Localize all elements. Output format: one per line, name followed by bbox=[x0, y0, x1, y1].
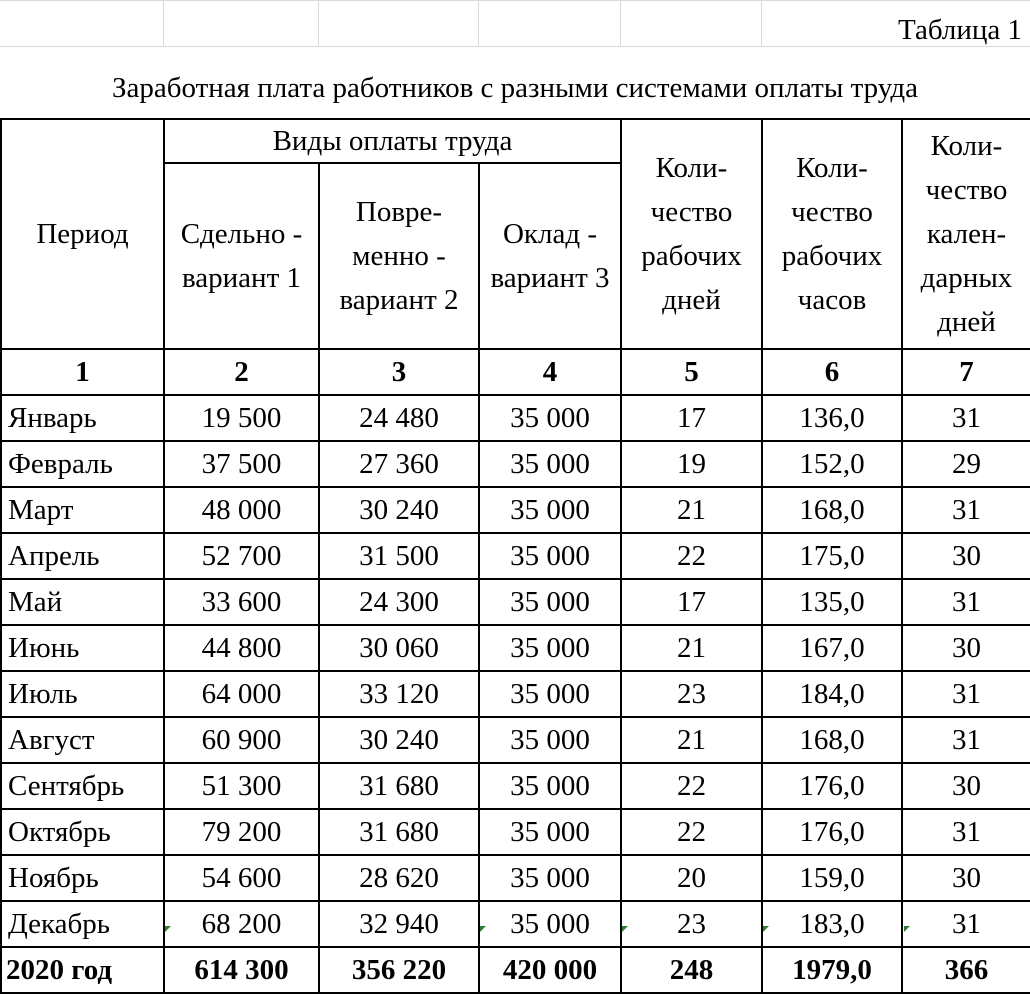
working-hours-cell[interactable]: 183,0 bbox=[762, 901, 902, 947]
error-indicator-icon bbox=[165, 926, 171, 932]
table-row bbox=[1, 441, 1030, 487]
time-based-cell[interactable]: 28 620 bbox=[319, 855, 479, 901]
period-cell[interactable]: Ноябрь bbox=[1, 855, 164, 901]
working-hours-cell[interactable]: 168,0 bbox=[762, 487, 902, 533]
gridline bbox=[620, 0, 621, 46]
time-based-cell[interactable]: 24 300 bbox=[319, 579, 479, 625]
piecework-cell[interactable]: 44 800 bbox=[164, 625, 319, 671]
working-days-cell[interactable]: 22 bbox=[621, 533, 762, 579]
time-based-cell[interactable]: 32 940 bbox=[319, 901, 479, 947]
header-working-days[interactable]: Коли- чество рабочих дней bbox=[621, 119, 762, 349]
piecework-cell[interactable]: 37 500 bbox=[164, 441, 319, 487]
calendar-days-cell[interactable]: 30 bbox=[902, 625, 1030, 671]
total-time-based-cell[interactable]: 356 220 bbox=[319, 947, 479, 993]
calendar-days-cell[interactable]: 31 bbox=[902, 901, 1030, 947]
working-hours-cell[interactable]: 167,0 bbox=[762, 625, 902, 671]
salary-cell[interactable]: 35 000 bbox=[479, 395, 621, 441]
error-indicator-icon bbox=[480, 926, 486, 932]
period-cell[interactable]: Февраль bbox=[1, 441, 164, 487]
working-hours-cell[interactable]: 175,0 bbox=[762, 533, 902, 579]
calendar-days-cell[interactable]: 30 bbox=[902, 533, 1030, 579]
table-row bbox=[1, 855, 1030, 901]
error-indicator-icon bbox=[763, 926, 769, 932]
working-hours-cell[interactable]: 184,0 bbox=[762, 671, 902, 717]
header-calendar-days[interactable]: Коли- чество кален- дарных дней bbox=[902, 119, 1030, 349]
gridline bbox=[478, 0, 479, 46]
salary-cell[interactable]: 35 000 bbox=[479, 763, 621, 809]
piecework-cell[interactable]: 64 000 bbox=[164, 671, 319, 717]
table-row bbox=[1, 625, 1030, 671]
gridline bbox=[761, 0, 762, 46]
total-calendar-days-cell[interactable]: 366 bbox=[902, 947, 1030, 993]
calendar-days-cell[interactable]: 31 bbox=[902, 671, 1030, 717]
column-number[interactable]: 3 bbox=[319, 349, 479, 395]
table-row bbox=[1, 809, 1030, 855]
working-days-cell[interactable]: 23 bbox=[621, 671, 762, 717]
error-indicator-icon bbox=[904, 926, 910, 932]
column-number[interactable]: 5 bbox=[621, 349, 762, 395]
calendar-days-cell[interactable]: 30 bbox=[902, 763, 1030, 809]
table-row bbox=[1, 579, 1030, 625]
gridline bbox=[0, 0, 1030, 1]
total-piecework-cell[interactable]: 614 300 bbox=[164, 947, 319, 993]
total-period-cell[interactable]: 2020 год bbox=[1, 947, 164, 993]
salary-table bbox=[0, 118, 1030, 994]
table-row bbox=[1, 671, 1030, 717]
time-based-cell[interactable]: 33 120 bbox=[319, 671, 479, 717]
working-hours-cell[interactable]: 159,0 bbox=[762, 855, 902, 901]
header-salary[interactable]: Оклад - вариант 3 bbox=[479, 163, 621, 349]
piecework-cell[interactable]: 54 600 bbox=[164, 855, 319, 901]
period-cell[interactable]: Апрель bbox=[1, 533, 164, 579]
table-row bbox=[1, 487, 1030, 533]
header-time-based[interactable]: Повре- менно - вариант 2 bbox=[319, 163, 479, 349]
salary-cell[interactable]: 35 000 bbox=[479, 855, 621, 901]
period-cell[interactable]: Март bbox=[1, 487, 164, 533]
working-hours-cell[interactable]: 135,0 bbox=[762, 579, 902, 625]
working-days-cell[interactable]: 23 bbox=[621, 901, 762, 947]
piecework-cell[interactable]: 51 300 bbox=[164, 763, 319, 809]
data-rows bbox=[1, 395, 1030, 947]
time-based-cell[interactable]: 30 060 bbox=[319, 625, 479, 671]
table-row bbox=[1, 763, 1030, 809]
period-cell[interactable]: Май bbox=[1, 579, 164, 625]
period-cell[interactable]: Январь bbox=[1, 395, 164, 441]
table-row bbox=[1, 533, 1030, 579]
working-hours-cell[interactable]: 168,0 bbox=[762, 717, 902, 763]
gridline bbox=[318, 0, 319, 46]
working-hours-cell[interactable]: 136,0 bbox=[762, 395, 902, 441]
calendar-days-cell[interactable]: 29 bbox=[902, 441, 1030, 487]
calendar-days-cell[interactable]: 31 bbox=[902, 809, 1030, 855]
column-number-row bbox=[1, 349, 1030, 395]
working-days-cell[interactable]: 21 bbox=[621, 717, 762, 763]
salary-cell[interactable]: 35 000 bbox=[479, 579, 621, 625]
time-based-cell[interactable]: 24 480 bbox=[319, 395, 479, 441]
piecework-cell[interactable]: 52 700 bbox=[164, 533, 319, 579]
column-number[interactable]: 6 bbox=[762, 349, 902, 395]
salary-cell[interactable]: 35 000 bbox=[479, 671, 621, 717]
salary-cell[interactable]: 35 000 bbox=[479, 441, 621, 487]
header-payment-types[interactable]: Виды оплаты труда bbox=[164, 119, 621, 163]
salary-cell[interactable]: 35 000 bbox=[479, 533, 621, 579]
total-working-hours-cell[interactable]: 1979,0 bbox=[762, 947, 902, 993]
time-based-cell[interactable]: 27 360 bbox=[319, 441, 479, 487]
salary-cell[interactable]: 35 000 bbox=[479, 487, 621, 533]
period-cell[interactable]: Декабрь bbox=[1, 901, 164, 947]
calendar-days-cell[interactable]: 30 bbox=[902, 855, 1030, 901]
time-based-cell[interactable]: 30 240 bbox=[319, 717, 479, 763]
time-based-cell[interactable]: 31 680 bbox=[319, 809, 479, 855]
table-row bbox=[1, 901, 1030, 947]
header-period[interactable]: Период bbox=[1, 119, 164, 349]
piecework-cell[interactable]: 60 900 bbox=[164, 717, 319, 763]
working-days-cell[interactable]: 17 bbox=[621, 395, 762, 441]
header-piecework[interactable]: Сдельно - вариант 1 bbox=[164, 163, 319, 349]
column-number[interactable]: 4 bbox=[479, 349, 621, 395]
piecework-cell[interactable]: 33 600 bbox=[164, 579, 319, 625]
working-days-cell[interactable]: 22 bbox=[621, 809, 762, 855]
time-based-cell[interactable]: 31 680 bbox=[319, 763, 479, 809]
column-number[interactable]: 1 bbox=[1, 349, 164, 395]
working-days-cell[interactable]: 17 bbox=[621, 579, 762, 625]
period-cell[interactable]: Июль bbox=[1, 671, 164, 717]
period-cell[interactable]: Октябрь bbox=[1, 809, 164, 855]
piecework-cell[interactable]: 79 200 bbox=[164, 809, 319, 855]
period-cell[interactable]: Август bbox=[1, 717, 164, 763]
total-row bbox=[1, 947, 1030, 993]
piecework-cell[interactable]: 68 200 bbox=[164, 901, 319, 947]
working-days-cell[interactable]: 20 bbox=[621, 855, 762, 901]
header-working-hours[interactable]: Коли- чество рабочих часов bbox=[762, 119, 902, 349]
working-days-cell[interactable]: 21 bbox=[621, 625, 762, 671]
working-hours-cell[interactable]: 176,0 bbox=[762, 763, 902, 809]
table-number[interactable]: Таблица 1 bbox=[897, 14, 1022, 46]
period-cell[interactable]: Сентябрь bbox=[1, 763, 164, 809]
column-number[interactable]: 2 bbox=[164, 349, 319, 395]
gridline bbox=[163, 0, 164, 46]
working-days-cell[interactable]: 21 bbox=[621, 487, 762, 533]
error-indicator-icon bbox=[622, 926, 628, 932]
gridline bbox=[0, 46, 1030, 47]
working-days-cell[interactable]: 22 bbox=[621, 763, 762, 809]
working-days-cell[interactable]: 19 bbox=[621, 441, 762, 487]
salary-cell[interactable]: 35 000 bbox=[479, 901, 621, 947]
working-hours-cell[interactable]: 176,0 bbox=[762, 809, 902, 855]
calendar-days-cell[interactable]: 31 bbox=[902, 487, 1030, 533]
total-salary-cell[interactable]: 420 000 bbox=[479, 947, 621, 993]
working-hours-cell[interactable]: 152,0 bbox=[762, 441, 902, 487]
piecework-cell[interactable]: 19 500 bbox=[164, 395, 319, 441]
calendar-days-cell[interactable]: 31 bbox=[902, 579, 1030, 625]
table-title[interactable]: Заработная плата работников с разными системами оплаты труда bbox=[111, 72, 919, 104]
table-row bbox=[1, 717, 1030, 763]
time-based-cell[interactable]: 30 240 bbox=[319, 487, 479, 533]
column-number[interactable]: 7 bbox=[902, 349, 1030, 395]
period-cell[interactable]: Июнь bbox=[1, 625, 164, 671]
calendar-days-cell[interactable]: 31 bbox=[902, 395, 1030, 441]
table-row bbox=[1, 395, 1030, 441]
time-based-cell[interactable]: 31 500 bbox=[319, 533, 479, 579]
total-working-days-cell[interactable]: 248 bbox=[621, 947, 762, 993]
calendar-days-cell[interactable]: 31 bbox=[902, 717, 1030, 763]
salary-cell[interactable]: 35 000 bbox=[479, 717, 621, 763]
salary-cell[interactable]: 35 000 bbox=[479, 809, 621, 855]
salary-cell[interactable]: 35 000 bbox=[479, 625, 621, 671]
piecework-cell[interactable]: 48 000 bbox=[164, 487, 319, 533]
